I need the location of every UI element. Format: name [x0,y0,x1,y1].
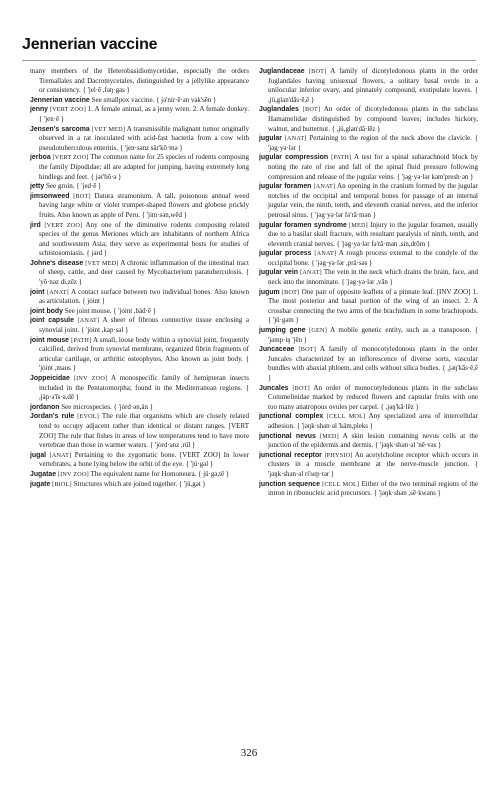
definition-text: Any specialized area of intercellular adhesion. [268,412,478,430]
pronunciation: { 'jim·sən,wēd } [141,211,187,219]
pronunciation: { 'jəŋk·shən·əl 'käm,pleks } [296,422,373,430]
definition-text: The vein in the neck which drains the brain, face, and neck into the innominate. [268,268,478,287]
subject-label: [ANAT] [49,451,72,459]
entry-headword: joint capsule [30,317,74,325]
pronunciation: { 'jȯint ,maus } [39,355,249,373]
subject-label: [INV ZOO] [57,470,89,478]
pronunciation: { 'jȯrd·ənz ,rül } [149,442,196,450]
entry-headword: jugum [259,288,280,296]
pronunciation: { 'jü,gət } [178,480,206,488]
dictionary-entry [30,403,249,413]
pronunciation: { ,jü,glan'dās·ē,ē } [268,87,478,104]
entry-headword: jugular process [259,250,312,258]
dictionary-entry [259,153,478,182]
entry-headword: joint [30,288,45,296]
entry-headword: jumping gene [259,327,306,335]
pronunciation: { 'jed·ē } [76,183,102,191]
entry-headword: Jensen's sarcoma [30,125,90,133]
pronunciation: { ,jü,glan'dā·lēz } [331,125,381,133]
subject-label: [ANAT] [284,135,307,143]
definition-text: A skin lesion containing nevus cells at the junction of the epidermis and dermis. [268,431,478,450]
pronunciation: { 'jəmp·iŋ 'jēn } [268,327,478,344]
pronunciation: { ,jəŋ'kās·ē,ē } [268,365,478,382]
definition-text: The common name for 25 species of rodents composing the family Dipodidae; all are adapted for jumping, having extremely long hindlegs and feet. [39,153,249,181]
entry-headword: jimsonweed [30,192,70,200]
definition-text: See joint mouse. [64,306,112,315]
entry-headword: jenny [30,106,48,114]
entry-headword: Juncaceae [259,346,295,354]
pronunciation: { 'jəg·yə·lər ,vān } [341,279,393,287]
entry-headword: Jordan's rule [30,413,75,421]
pronunciation: { 'jəg·yə·lər } [268,135,478,152]
dictionary-entry [30,451,249,470]
left-column [30,67,249,743]
page-number: 326 [240,747,258,759]
subject-label: [ANAT] [313,183,336,191]
header-rule [22,60,476,61]
entry-headword: jordanon [30,403,60,411]
entry-headword: Juncales [259,384,289,392]
definition-text: One pair of opposite leaflets of a pinnate leaf. [INV ZOO] 1. The most posterior and basal portion of the wing of an insect. 2. A crossbar connecting the two arms of the brachidium in some brachiopods. [268,287,478,315]
pronunciation: { ,jäp·ə'īs·ə,dē } [39,384,249,402]
dictionary-entry [30,336,249,374]
definition-text: 1. A female animal, as a jenny wren. 2. A female donkey. [87,105,249,114]
pronunciation: { 'jen·ē } [39,115,65,123]
dictionary-entry [259,67,478,105]
pronunciation: { 'jȯint ,bäd·ē } [113,307,156,315]
pronunciation: { jȯint } [82,298,105,306]
subject-label: [VERT ZOO] [52,154,89,162]
definition-text: A contact surface between two individual bones. Also known as articulation. [39,287,249,306]
definition-text: The equivalent name for Homoneura. [90,469,197,478]
pronunciation: { jə'nir·ē·ən vak'sēn } [156,96,217,104]
definition-text: An order of monocotyledonous plants in the subclass Commelinidae marked by reduced flowers and capsular fruits with one too many anatropous ovules per carpel. [268,383,478,411]
definition-text: Datura stramonium. A tall, poisonous annual weed having large white or violet trumpet-shaped flowers and globose prickly fruits. Also known as apple of Peru. [39,191,249,219]
entry-headword: junctional nevus [259,432,316,440]
subject-label: [PATH] [331,154,352,162]
dictionary-entry [30,316,249,335]
dictionary-entry [30,412,249,450]
pronunciation: { 'jəŋk·shən ,sē·kwəns } [373,490,441,498]
entry-headword: Joppeicidae [30,375,70,382]
pronunciation: { 'jȯrd·ən,än } [113,403,153,411]
dictionary-entry [30,67,249,96]
entry-headword: junctional receptor [259,451,322,459]
dictionary-entry [259,182,478,220]
subject-label: [VET MED] [91,125,126,133]
dictionary-entry [259,412,478,431]
definition-text: The rule that organisms which are closely related tend to occupy adjacent rather than identical or distant ranges. [VERT ZOO] The rule that fishes in areas of low temperatures tend to have more vertebrae than those in warmer waters. [39,412,249,450]
dictionary-entry [30,105,249,124]
definition-text: A family of monocotyledonous plants in the order Juncales characterized by an inflorescence of diverse sorts, vascular bundles with abaxial phloem, and cells without silica bodies. [268,345,478,373]
subject-label: [BOT] [308,68,327,75]
definition-text: A family of dicotyledonous plants in the order Juglandales having unisexual flowers, a solitary basal ovule in a unilocular inferior ovary, and pinnately compound, exstipulate leaves. [268,67,478,95]
definition-text: many members of the Heterobasidiomycetidae, especially the orders Tremallales and Dacromycetales, distinguished by a jellylike appearance or consistency. [30,67,249,95]
definition-text: An opening in the cranium formed by the jugular notches of the occipital and temporal bones for passage of an internal jugular vein, the ninth, tenth, and eleventh cranial nerves, and the inferior petrosal sinus. [268,182,478,219]
entry-headword: jugular foramen syndrome [259,221,347,229]
subject-label: [BOT] [302,106,321,114]
dictionary-entry [259,221,478,250]
subject-label: [PHYSIO] [324,451,353,459]
dictionary-entry [259,268,478,287]
subject-label: [CELL MOL] [326,413,366,421]
definition-text: An order of dicotyledonous plants in the subclass Hamamelidae distinguished by compound leaves; includes hickory, walnut, and butternut. [268,105,478,133]
pronunciation: { 'jü·gəl } [185,461,214,469]
dictionary-entry [259,326,478,345]
entry-headword: jugular compression [259,154,329,162]
dictionary-entry [30,182,249,192]
entry-headword: Jugatae [30,470,57,478]
entry-headword: junctional complex [259,413,324,421]
pronunciation: { 'jȯint ,kap·səl } [81,327,129,335]
definition-text: See microspecies. [61,402,112,411]
pronunciation: { ,jəŋ'kā·lēz } [380,403,419,411]
dictionary-entry [30,288,249,307]
entry-headword: jetty [30,183,45,191]
entry-headword: jugular vein [259,269,298,277]
definition-text: An acetylcholine receptor which occurs in clusters in a muscle membrane at the nerve-muscle junction. [268,450,478,469]
subject-label: [BOT] [292,384,310,392]
entry-headword: jird [30,221,41,229]
definition-text: A transmissible malignant tumor originally observed in a rat inoculated with acid-fast bacteria from a cow with pseudotuberculous enteritis. [39,124,249,152]
definition-text: See smallpox vaccine. [91,95,155,104]
pronunciation: { 'jel·ē ,fəŋ·gəs } [82,87,130,95]
dictionary-entry [259,432,478,451]
entry-headword: jugular foramen [259,183,312,191]
definition-text: A rough process external to the condyle of the occipital bone. [268,249,478,267]
pronunciation: { 'jen·sənz sär'kō·mə } [119,144,183,152]
definition-text: Injury to the jugular foramen, usually due to a basilar skull fracture, with resultant paralysis of ninth, tenth, and eleventh cranial nerves. [268,220,478,248]
subject-label: [CELL MOL] [322,480,360,488]
subject-label: [INV ZOO] [73,375,108,382]
definition-text: Either of the two terminal regions of the intron in ribonucleic acid precursors. [268,479,478,498]
pronunciation: { 'jəg·yə·lər kəm'presh·ən } [396,173,474,181]
subject-label: [BOT] [298,346,316,354]
dictionary-entry [30,96,249,106]
entry-headword: junction sequence [259,480,320,488]
subject-label: [VERT ZOO] [49,106,86,114]
pronunciation: { 'jəg·yə·lər fə'rā·mən ,sin,drōm } [336,240,431,248]
dictionary-entry [30,480,249,490]
dictionary-entry [30,259,249,288]
entry-headword: jugate [30,480,51,488]
dictionary-entry [30,221,249,259]
dictionary-entry [259,288,478,326]
definition-text: A monospecific family of hemipteran insects included in the Pentatomorpha; found in the Mediterranean regions. [39,374,249,392]
subject-label: [BIOL] [52,480,72,488]
entry-headword: jerboa [30,154,51,162]
entry-headword: jugular [259,135,282,143]
definition-text: A test for a spinal subarachnoid block by noting the rate of rise and fall of the spinal fluid pressure following compression and release of the jugular veins. [268,153,478,181]
subject-label: [VET MED] [85,259,119,267]
pronunciation: { 'jü·gəm } [268,317,299,325]
entry-headword: joint body [30,307,63,315]
dictionary-entry [259,345,478,383]
entry-headword: Johne's disease [30,259,84,267]
dictionary-entry [259,384,478,413]
subject-label: [ANAT] [47,288,69,296]
dictionary-entry [259,249,478,268]
subject-label: [BOT] [73,192,91,200]
definition-text: Pertaining to the zygomatic bone. [VERT ZOO] In lower vertebrates, a bone lying below the orbit of the eye. [39,450,249,469]
entry-headword: Juglandaceae [259,68,305,75]
definition-text: See groin. [45,182,75,191]
subject-label: [PATH] [71,336,92,344]
pronunciation: { 'yō·nəz di,zēz } [39,269,249,287]
subject-label: [GEN] [309,327,327,335]
definition-text: A small, loose body within a synovial joint, frequently calcified, derived from synovial membrane, organized fibrin fragments of articular cartilage, or arthritic osteophytes. Also known as joint body. [39,335,249,363]
dictionary-entry [259,134,478,153]
dictionary-entry [30,192,249,221]
pronunciation: { jər'bō·ə } [90,173,122,181]
pronunciation: { 'jəŋk·shən·əl ri'sep·tər } [268,461,478,478]
dictionary-entry [259,480,478,499]
subject-label: [ANAT] [77,317,100,325]
definition-text: Structures which are joined together. [73,479,178,488]
dictionary-columns [30,67,478,743]
dictionary-entry [30,307,249,317]
entry-headword: joint mouse [30,336,69,344]
entry-headword: Juglandales [259,106,299,114]
subject-label: [BOT] [281,288,300,296]
definition-text: A chronic inflammation of the intestinal tract of sheep, cattle, and deer caused by Mycobacterium paratuberculosis. [39,258,249,277]
dictionary-entry [259,451,478,480]
definition-text: A sheet of fibrous connective tissue enclosing a synovial joint. [39,316,249,335]
dictionary-entry [30,153,249,182]
subject-label: [ANAT] [300,269,322,277]
dictionary-entry [30,125,249,154]
pronunciation: { jü·gə,tē } [198,470,230,478]
subject-label: [MED] [349,221,368,229]
definition-text: A mobile genetic entity, such as a transposon. [330,326,472,335]
pronunciation: { jərd } [86,250,108,258]
dictionary-entry [30,470,249,480]
entry-headword: Jennerian vaccine [30,96,90,104]
subject-label: [VERT ZOO] [44,221,83,229]
pronunciation: { 'jəg·yə·lər fə'rā·mən } [310,211,377,219]
right-column [259,67,478,743]
dictionary-entry [259,105,478,134]
definition-text: Any one of the diminutive rodents composing related species of the genus Meriones which are inhabitants of northern Africa and southwestern Asia; they serve as experimental hosts for studies of schistosomiasis. [39,220,249,258]
pronunciation: { 'jəg·yə·lər ,prä·səs } [311,259,373,267]
subject-label: [EVOL] [77,413,100,421]
subject-label: [MED] [319,432,339,440]
subject-label: [ANAT] [314,250,337,258]
pronunciation: { 'jəŋk·shən·əl 'nē·vəs } [375,442,442,450]
entry-headword: jugal [30,451,47,459]
definition-text: Pertaining to the region of the neck above the clavicle. [309,134,472,143]
running-head: Jennerian vaccine [22,36,158,53]
dictionary-entry [30,374,249,403]
